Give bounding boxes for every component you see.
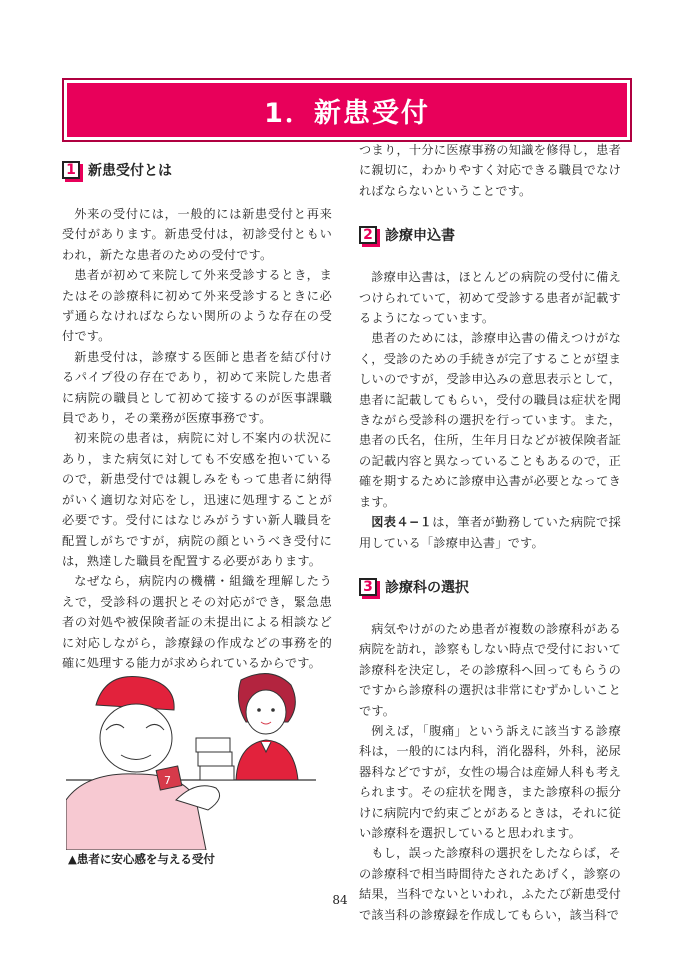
elderly-patient-icon xyxy=(66,677,220,850)
paragraph: 患者のためには，診療申込書の備えつけがなく，受診のための手続きが完了することが望ましいのですが，受診申込みの意思表示として，患者に記載してもらい，受付の職員は症状を聞きながら受診科の選択を行っています。また，患者の氏名，住所，生年月日などが被保険者証の記載内容と異なっていることもあるので，正確を期するために診療申込書が必要となってきます。 xyxy=(359,331,621,509)
section-number: 2 xyxy=(359,226,377,244)
reception-illustration xyxy=(66,660,316,850)
illustration-badge: 7 xyxy=(164,774,171,787)
section-number: 3 xyxy=(359,578,377,596)
paragraph: 患者が初めて来院して外来受診するとき，またはその診療科に初めて外来受診するときに必ず通らなければならない関所のような存在の受付です。 xyxy=(62,268,332,344)
document-stack-icon xyxy=(196,738,234,780)
paragraph: 病気やけがのため患者が複数の診療科がある病院を訪れ，診察もしない時点で受付において診療科を決定し，その診療科へ回ってもらうのですから診療科の選択は非常にむずかしいことです。 xyxy=(359,621,621,718)
paragraph: 新患受付は，診療する医師と患者を結び付けるパイプ役の存在であり，初めて来院した患者に病院の職員として初めて接するのが医事課職員であり，その業務が医療事務です。 xyxy=(62,349,332,426)
section-1-heading xyxy=(62,160,332,180)
figure-reference-text: は，筆者が勤務していた病院で採用している「診療申込書」です。 xyxy=(359,515,622,550)
page-title-box xyxy=(62,78,632,142)
section-3-heading xyxy=(359,577,621,597)
paragraph: もし，誤った診療科の選択をしたならば，その診療科で相当時間待たされたあげく，診察の結果，当科でないといわれ，ふたたび新患受付で該当科の診療録を作成してもらい，該当科で xyxy=(359,846,621,922)
page-title: 1．新患受付 xyxy=(67,83,627,137)
figure-reference: 図表４−１ xyxy=(371,515,433,530)
figure-reference-paragraph xyxy=(359,512,621,553)
paragraph: なぜなら，病院内の機構・組織を理解したうえで，受診科の選択とその対応ができ，緊急患者の対処や被保険者証の未提出による相談などに対応しながら，診療録の作成などの事務を的確に処理する能力が求められているからです。 xyxy=(62,574,332,670)
right-column xyxy=(359,140,621,925)
section-title: 診療科の選択 xyxy=(385,579,469,596)
section-number: 1 xyxy=(62,161,80,179)
paragraph: 診療申込書は，ほとんどの病院の受付に備えつけられていて，初めて受診する患者が記載するようになっています。 xyxy=(359,270,621,326)
illustration-caption: ▲患者に安心感を与える受付 xyxy=(68,852,215,866)
receptionist-icon xyxy=(236,674,298,780)
section-title: 新患受付とは xyxy=(88,163,172,179)
paragraph: 例えば，「腹痛」という訴えに該当する診療科は，一般的には内科，消化器科，外科，泌尿器科などですが，女性の場合は産婦人科も考えられます。その症状を聞き，また診療科の振分けに病院内で約束ごとがあるときは，それに従い診療科を選択していると思われます。 xyxy=(359,723,621,840)
page-number: 84 xyxy=(332,893,348,907)
section-2-heading xyxy=(359,225,621,245)
paragraph: つまり，十分に医療事務の知識を修得し，患者に親切に，わかりやすく対応できる職員でなければならないということです。 xyxy=(359,143,621,198)
left-column xyxy=(62,160,332,673)
paragraph: 初来院の患者は，病院に対し不案内の状況にあり，また病気に対しても不安感を抱いているので，新患受付では親しみをもって患者に納得がいく適切な対応をし，迅速に処理することが必要です。受付にはなじみがうすい新人職員を配置しがちですが，病院の顔というべき受付には，熟達した職員を配置する必要があります。 xyxy=(62,431,332,568)
paragraph: 外来の受付には，一般的には新患受付と再来受付があります。新患受付は，初診受付ともいわれ，新たな患者のための受付です。 xyxy=(62,207,332,262)
section-title: 診療申込書 xyxy=(385,228,455,245)
